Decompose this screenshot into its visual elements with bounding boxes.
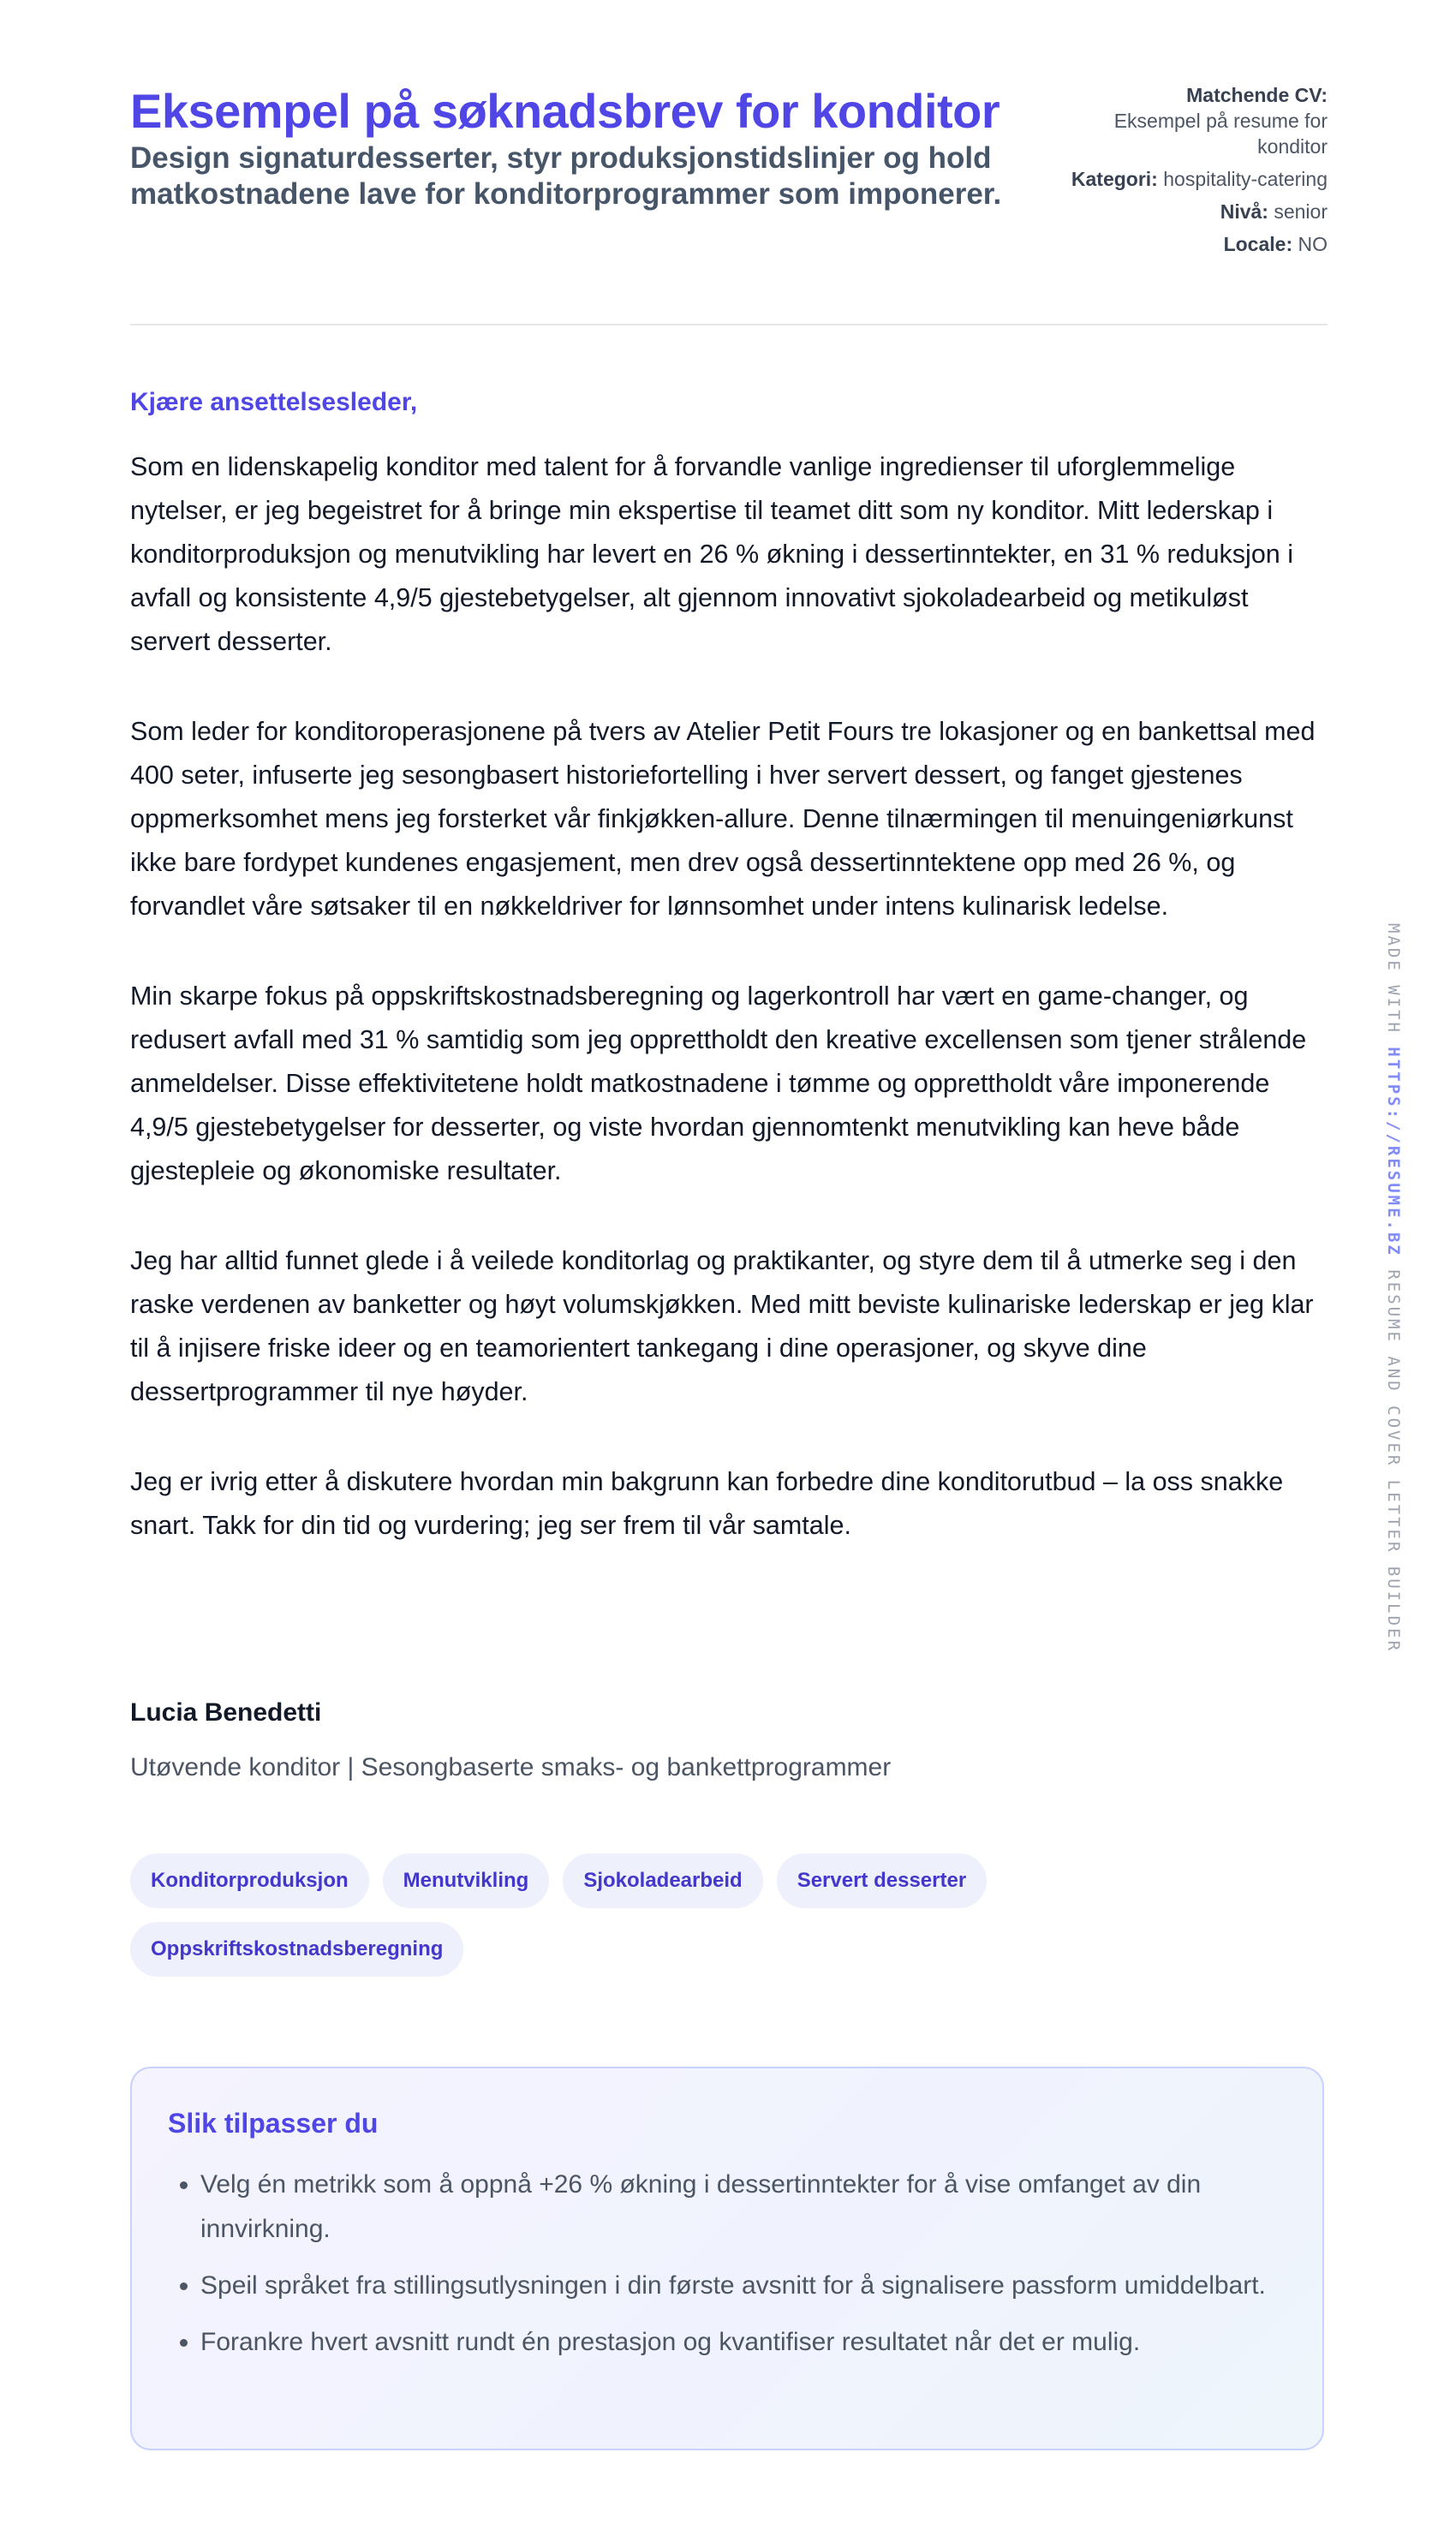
page-subtitle: Design signaturdesserter, styr produksjonstidslinjer og hold matkostnadene lave for konditorprogrammer som imponerer.: [130, 141, 1002, 211]
tips-card: [130, 2067, 1324, 2450]
letter-greeting: Kjære ansettelsesleder,: [130, 388, 418, 416]
page-title: Eksempel på søknadsbrev for konditor: [130, 84, 1000, 138]
side-credit-suffix: RESUME AND COVER LETTER BUILDER: [1384, 1269, 1403, 1653]
letter-paragraph: Min skarpe fokus på oppskriftskostnadsberegning og lagerkontroll har vært en game-changer, og redusert avfall med 31 % samtidig som jeg opprettholdt den kreative excellensen som tjener strålende anmeldelser. Disse effektivitetene holdt matkostnadene i tømme og opprettholdt våre imponerende 4,9/5 gjestebetygelser for desserter, og viste hvordan gjennomtenkt menutvikling kan heve både gjestepleie og økonomiske resultater.: [130, 982, 1307, 1185]
tips-list-item: • Velg én metrikk som å oppnå +26 % økning i dessertinntekter for å vise omfanget av din innvirkning.: [200, 2163, 1314, 2252]
meta-level-label: Nivå:: [1220, 200, 1268, 223]
tips-list-item: • Forankre hvert avsnitt rundt én prestasjon og kvantifiser resultatet når det er mulig.: [200, 2320, 1314, 2365]
skill-tag[interactable]: Oppskriftskostnadsberegning: [130, 1922, 463, 1977]
skill-tag[interactable]: Menutvikling: [383, 1853, 550, 1908]
letter-paragraph: Som leder for konditoroperasjonene på tvers av Atelier Petit Fours tre lokasjoner og en bankettsal med 400 seter, infuserte jeg sesongbasert historiefortelling i hver servert dessert, og fanget gjestenes oppmerksomhet mens jeg forsterket vår finkjøkken-allure. Denne tilnærmingen til menuingeniørkunst ikke bare fordypet kundenes engasjement, men drev også dessertinntektene opp med 26 %, og forvandlet våre søtsaker til en nøkkeldriver for lønnsomhet under intens kulinarisk ledelse.: [130, 717, 1316, 921]
header: [130, 0, 1328, 325]
meta-matching-cv: [1071, 82, 1328, 159]
signature-role: Utøvende konditor | Sesongbaserte smaks- og bankettprogrammer: [130, 1753, 892, 1781]
skill-tags: [130, 1853, 1328, 1977]
letter-body: [130, 382, 1328, 1548]
cover-letter-page: [130, 0, 1328, 2356]
tips-title: Slik tilpasser du: [168, 2108, 379, 2139]
meta-category-label: Kategori:: [1071, 168, 1158, 190]
skill-tag[interactable]: Servert desserter: [777, 1853, 987, 1908]
side-credit-prefix: MADE WITH: [1384, 923, 1403, 1035]
tips-list-item: • Speil språket fra stillingsutlysningen i din første avsnitt for å signalisere passform umiddelbart.: [200, 2264, 1314, 2308]
skill-tag[interactable]: Konditorproduksjon: [130, 1853, 369, 1908]
meta-level-value: senior: [1274, 200, 1328, 223]
letter-paragraph: Jeg er ivrig etter å diskutere hvordan min bakgrunn kan forbedre dine konditorutbud – la oss snakke snart. Takk for din tid og vurdering; jeg ser frem til vår samtale.: [130, 1467, 1284, 1540]
meta-panel: [1071, 82, 1328, 264]
signature-name: Lucia Benedetti: [130, 1698, 322, 1727]
meta-category-value: hospitality-catering: [1163, 168, 1328, 190]
meta-category: [1071, 166, 1328, 192]
meta-cv-label: Matchende CV:: [1186, 84, 1328, 106]
side-credit: [1384, 923, 1411, 1653]
meta-level: [1071, 199, 1328, 224]
meta-locale-value: NO: [1298, 233, 1328, 255]
signature-block: [130, 1691, 1328, 1787]
meta-locale-label: Locale:: [1223, 233, 1293, 255]
letter-paragraph: Jeg har alltid funnet glede i å veilede konditorlag og praktikanter, og styre dem til å utmerke seg i den raske verdenen av banketter og høyt volumskjøkken. Med mitt beviste kulinariske lederskap er jeg klar til å injisere friske ideer og en teamorientert tankegang i dine operasjoner, og skyve dine dessertprogrammer til nye høyder.: [130, 1246, 1314, 1406]
tips-list: [168, 2163, 1314, 2377]
meta-locale: [1071, 231, 1328, 257]
skill-tag[interactable]: Sjokoladearbeid: [563, 1853, 762, 1908]
meta-cv-value[interactable]: Eksempel på resume for konditor: [1113, 110, 1328, 158]
side-credit-link[interactable]: HTTPS://RESUME.BZ: [1384, 1047, 1403, 1257]
letter-paragraph: Som en lidenskapelig konditor med talent for å forvandle vanlige ingredienser til uforglemmelige nytelser, er jeg begeistret for å bringe min ekspertise til teamet ditt som ny konditor. Mitt lederskap i konditorproduksjon og menutvikling har levert en 26 % økning i dessertinntekter, en 31 % reduksjon i avfall og konsistente 4,9/5 gjestebetygelser, alt gjennom innovativt sjokoladearbeid og metikuløst servert desserter.: [130, 452, 1294, 656]
side-credit-text: [1384, 923, 1403, 1653]
